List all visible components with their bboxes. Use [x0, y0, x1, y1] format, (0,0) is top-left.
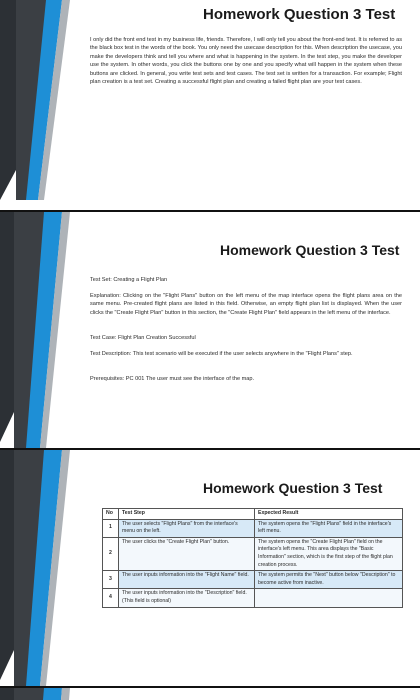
slide-3 [0, 450, 420, 687]
test-set-label: Test Set: Creating a Flight Plan [90, 277, 168, 283]
test-step-cell: The user inputs information into the "Flight Name" field. [119, 571, 255, 589]
slide-stripes-decoration [0, 688, 130, 700]
slide-stripes-decoration [0, 212, 130, 448]
step-number: 2 [103, 537, 119, 570]
table-header: Expected Result [255, 509, 403, 520]
slide-paragraph: I only did the front end test in my business life, friends. Therefore, I will only tell you about the front-end test. It is referred to as the black box test in the words of the book. You only need the usecase description for this. When description the usecase, you make the developers think and tell you where and what is happening in the system. In the test step, you make the developer use the system. In other words, you click the buttons one by one and you specify what will happen in the system when these buttons are clicked. In general, you write test sets and test cases. The test set is written for a transaction. For example; Flight plan creation is a test set. Creating a successful flight plan and creating a failed flight plan are your test cases. [90, 37, 402, 86]
table-row [103, 519, 403, 537]
table-row [103, 571, 403, 589]
expected-result-cell: The system opens the "Create Flight Plan" field on the interface's left menu. This area displays the "Basic Information" section, which is the first step of the flight plan creation process. [255, 537, 403, 570]
expected-result-cell [255, 589, 403, 607]
slide-title: Homework Question 3 Test [220, 242, 400, 258]
slide-1 [0, 0, 420, 211]
step-number: 3 [103, 571, 119, 589]
test-step-cell: The user inputs information into the "Description" field. (This field is optional) [119, 589, 255, 607]
explanation-text: Explanation: Clicking on the "Flight Plans" button on the left menu of the map interface opens the flight plans area on the same menu. Pre-created flight plans are listed in this field. Otherwise, an empty flight plan list is displayed. When the user clicks the "Create Flight Plan" button in this section, the "Create Flight Plan" field appears in the left menu of the interface. [90, 293, 402, 316]
test-description-text: Test Description: This test scenario will be executed if the user selects anywhere in the "Flight Plans" step. [90, 351, 353, 357]
test-case-label: Test Case: Flight Plan Creation Successful [90, 335, 196, 341]
test-step-cell: The user clicks the "Create Flight Plan" button. [119, 537, 255, 570]
step-number: 4 [103, 589, 119, 607]
slide-stripes-decoration [0, 0, 130, 210]
slide-4-partial [0, 688, 420, 700]
table-header-row [103, 509, 403, 520]
expected-result-cell: The system permits the "Next" button below "Description" to become active from inactive. [255, 571, 403, 589]
test-step-cell: The user selects "Flight Plans" from the interface's menu on the left. [119, 519, 255, 537]
table-row [103, 589, 403, 607]
table-row [103, 537, 403, 570]
table-header: Test Step [119, 509, 255, 520]
test-steps-table [102, 508, 403, 608]
step-number: 1 [103, 519, 119, 537]
table-header: No [103, 509, 119, 520]
slide-title: Homework Question 3 Test [203, 480, 383, 496]
expected-result-cell: The system opens the "Flight Plans" field in the interface's left menu. [255, 519, 403, 537]
prerequisites-text: Prerequisites: PC 001 The user must see the interface of the map. [90, 376, 255, 382]
slide-2 [0, 212, 420, 449]
slide-title: Homework Question 3 Test [203, 6, 396, 23]
